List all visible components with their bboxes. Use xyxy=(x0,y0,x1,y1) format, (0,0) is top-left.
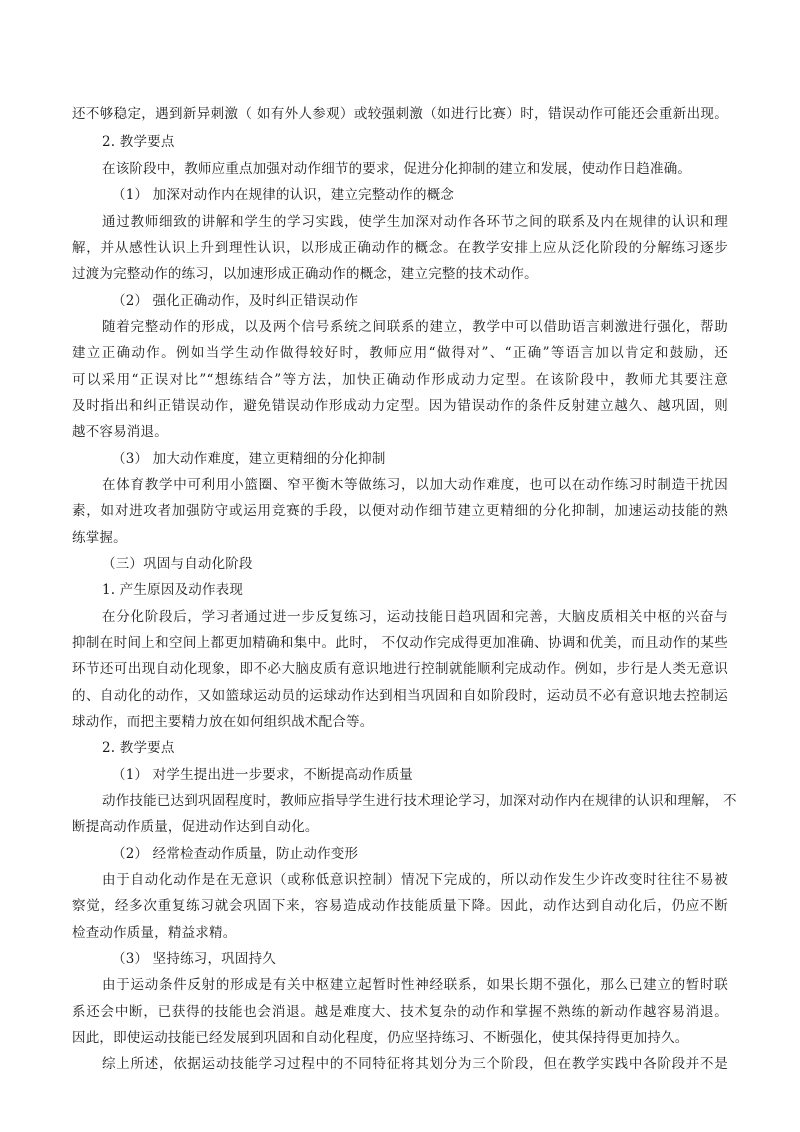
text-line: 察觉，经多次重复练习就会巩固下来，容易造成动作技能质量下降。因此，动作达到自动化后，仍应不断 xyxy=(72,898,728,914)
text-line: 越不容易消退。 xyxy=(72,424,168,440)
text-line: 及时指出和纠正错误动作，避免错误动作形成动力定型。因为错误动作的条件反射建立越久、越巩固，则 xyxy=(72,398,728,414)
text-line: 在体育教学中可利用小篮圈、窄平衡木等做练习，以加大动作难度，也可以在动作练习时制造干扰因 xyxy=(102,477,728,493)
text-line: 解，并从感性认识上升到理性认识，以形成正确动作的概念。在教学安排上应从泛化阶段的分解练习逐步 xyxy=(72,240,728,256)
subsection-heading: （3） 加大动作难度，建立更精细的分化抑制 xyxy=(112,451,386,467)
section-heading: 2. 教学要点 xyxy=(102,134,175,150)
text-line: 球动作，而把主要精力放在如何组织战术配合等。 xyxy=(72,714,374,730)
subsection-heading: （1） 加深对动作内在规律的认识，建立完整动作的概念 xyxy=(112,187,455,203)
text-line: 检查动作质量，精益求精。 xyxy=(72,925,237,941)
text-line: 环节还可出现自动化现象，即不必大脑皮质有意识地进行控制就能顺利完成动作。例如，步行是人类无意识 xyxy=(72,661,728,677)
text-line: 系还会中断，已获得的技能也会消退。越是难度大、技术复杂的动作和掌握不熟练的新动作越容易消退。 xyxy=(72,1004,728,1020)
text-line: 断提高动作质量，促进动作达到自动化。 xyxy=(72,819,319,835)
text-line: 可以采用“正误对比”“想练结合”等方法，加快正确动作形成动力定型。在该阶段中，教师尤其要注意 xyxy=(72,372,728,388)
text-line: 因此，即使运动技能已经发展到巩固和自动化程度，仍应坚持练习、不断强化，使其保持得更加持久。 xyxy=(72,1030,689,1046)
section-heading: 1. 产生原因及动作表现 xyxy=(102,582,244,598)
subsection-heading: （1） 对学生提出进一步要求，不断提高动作质量 xyxy=(112,767,413,783)
text-line: 的、自动化的动作，又如篮球运动员的运球动作达到相当巩固和自如阶段时，运动员不必有意识地去控制运 xyxy=(72,688,728,704)
text-line: 综上所述，依据运动技能学习过程中的不同特征将其划分为三个阶段，但在教学实践中各阶段并不是 xyxy=(102,1056,728,1072)
text-line: 练掌握。 xyxy=(72,530,127,546)
text-line: 还不够稳定，遇到新异刺激（ 如有外人参观）或较强刺激（如进行比赛）时，错误动作可能还会重新出现。 xyxy=(72,106,728,122)
chapter-heading: （三）巩固与自动化阶段 xyxy=(102,556,253,572)
text-line: 建立正确动作。例如当学生动作做得较好时，教师应用“做得对”、“正确”等语言加以肯定和鼓励，还 xyxy=(72,345,728,361)
subsection-heading: （2） 强化正确动作，及时纠正错误动作 xyxy=(112,293,359,309)
text-line: 由于自动化动作是在无意识（或称低意识控制）情况下完成的，所以动作发生少许改变时往往不易被 xyxy=(102,872,728,888)
text-line: 在该阶段中，教师应重点加强对动作细节的要求，促进分化抑制的建立和发展，使动作日趋准确。 xyxy=(102,161,692,177)
section-heading: 2. 教学要点 xyxy=(102,740,175,756)
text-line: 通过教师细致的讲解和学生的学习实践，使学生加深对动作各环节之间的联系及内在规律的认识和理 xyxy=(102,214,728,230)
text-line: 素，如对进攻者加强防守或运用竞赛的手段，以便对动作细节建立更精细的分化抑制，加速运动技能的熟 xyxy=(72,503,728,519)
subsection-heading: （2） 经常检查动作质量，防止动作变形 xyxy=(112,846,359,862)
subsection-heading: （3） 坚持练习，巩固持久 xyxy=(112,951,276,967)
text-line: 由于运动条件反射的形成是有关中枢建立起暂时性神经联系，如果长期不强化，那么已建立的暂时联 xyxy=(102,977,728,993)
text-line: 抑制在时间上和空间上都更加精确和集中。此时， 不仅动作完成得更加准确、协调和优美，而且动作的某些 xyxy=(72,635,728,651)
text-line: 动作技能已达到巩固程度时，教师应指导学生进行技术理论学习，加深对动作内在规律的认识和理解， 不 xyxy=(102,793,737,809)
text-line: 在分化阶段后，学习者通过进一步反复练习，运动技能日趋巩固和完善，大脑皮质相关中枢的兴奋与 xyxy=(102,609,728,625)
text-line: 过渡为完整动作的练习，以加速形成正确动作的概念，建立完整的技术动作。 xyxy=(72,266,538,282)
text-line: 随着完整动作的形成，以及两个信号系统之间联系的建立，教学中可以借助语言刺激进行强化，帮助 xyxy=(102,319,728,335)
